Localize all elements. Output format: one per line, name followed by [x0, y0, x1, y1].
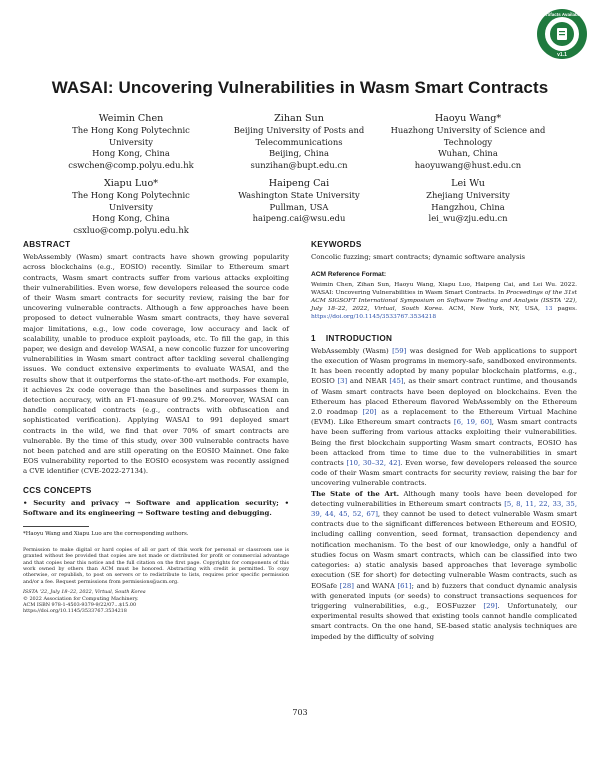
footnote-rule [23, 526, 89, 527]
pages-link[interactable]: 13 [544, 306, 553, 313]
author-name: Haipeng Cai [268, 178, 330, 189]
citation-link[interactable]: [3] [337, 377, 348, 386]
author-affiliation: Technology [443, 136, 493, 147]
body-text: . Unfortunately, our experimental results showed that existing tools cannot handle complicated smart contracts. On the one hand, SE-based static analysis techniques are impeded by the difficulty of solving [311, 601, 577, 641]
body-text: . Even worse, few developers released the source code of their Wasm smart contracts for security review, raising the bar for uncovering vulnerable contracts. [311, 459, 577, 488]
author-affiliation: Zhejiang University [426, 190, 510, 200]
body-text: and NEAR [347, 377, 390, 386]
copyright-line: © 2022 Association for Computing Machinery. [23, 595, 139, 602]
citation-link[interactable]: [45] [389, 377, 404, 386]
citation-link[interactable]: [6, 19, 60] [453, 418, 492, 427]
author-affiliation: University [109, 201, 153, 212]
citation-link[interactable]: [29] [483, 601, 498, 610]
body-text: , as their smart contract runtime, and thousands of Wasm smart contracts have been deployed on blockchains. Even the Ethereum has placed Ethereum flavored WebAssembly on the Ethereum 2.0 roadmap [311, 377, 577, 417]
doi-link[interactable]: https://doi.org/10.1145/3533767.3534218 [311, 314, 437, 321]
introduction-body [311, 346, 577, 642]
body-text: was designed for Web applications to support the execution of Wasm programs in memory-safe, sandboxed environments. It has been recently adopted by many popular blockchain platforms, e.g., EOSIO [311, 346, 577, 386]
citation-link[interactable]: [10, 30–32, 42] [346, 459, 401, 468]
page-number: 703 [292, 708, 308, 717]
author-block [46, 112, 216, 171]
abstract-text: WebAssembly (Wasm) smart contracts have shown growing popularity across blockchains (e.g., EOSIO) recently. Similar to Ethereum smart contracts, Wasm smart contracts suffer from various attacks exploiting their vulnerabilities. Even worse, few developers released the source code of their Wasm smart contracts for security review, raising the bar for uncovering vulnerable contracts. Although a few approaches have been proposed to detect vulnerable Wasm smart contracts, they have several major limitations, e.g., low code coverage, low accuracy and lack of scalability, unable to produce exploit payloads, etc. To fill the gap, in this paper, we design and develop WASAI, a new concolic fuzzer for uncovering vulnerabilities in Wasm smart contract after tackling several challenging issues. We conduct extensive experiments to evaluate WASAI, and the results show that it outperforms the state-of-the-art methods. For example, it achieves 2x code coverage than the baselines and surpasses them in detection accuracy, with an F1-measure of 99.2%. Moreover, WASAI can handle complicated contracts (e.g., contracts with obfuscation and sophisticated verification). Applying WASAI to 991 deployed smart contracts in the wild, we find that over 70% of smart contracts are vulnerable. By the time of this study, over 300 vulnerable contracts have not been patched and are still operating on the EOSIO Mainnet. One fake EOS vulnerability reported to the EOSIO ecosystem was recently assigned a CVE identifier (CVE-2022-27134). [23, 253, 289, 476]
author-affiliation: Huazhong University of Science and [390, 125, 546, 135]
author-affiliation: University [109, 136, 153, 147]
intro-paragraph-2 [311, 489, 577, 642]
isbn-line: ACM ISBN 978-1-4503-9379-9/22/07...$15.00 [23, 601, 137, 608]
body-text: , they cannot be used to detect vulnerable Wasm smart contracts due to the significant differences between Ethereum and EOSIO, including calling convention, seed format, transaction dependency and notification mechanism. To the best of our knowledge, only a handful of studies focus on Wasm smart contracts, which can be classified into two categories: a) static analysis based approaches that leverage symbolic execution (SE for short) for detecting vulnerable Wasm contracts, such as EOSafe [311, 510, 577, 590]
ccs-concept-2: • Software and its engineering → Software testing and debugging. [23, 498, 289, 518]
author-affiliation: Pullman, USA [269, 201, 329, 212]
author-block [383, 112, 553, 171]
author-email: lei_wu@zju.edu.cn [428, 213, 508, 224]
author-block [214, 112, 384, 171]
author-affiliation: Beijing University of Posts and [233, 125, 365, 135]
conference-line: ISSTA '22, July 18–22, 2022, Virtual, South Korea [23, 589, 146, 596]
acm-reference-text: Weimin Chen, Zihan Sun, Haoyu Wang, Xiapu Luo, Haipeng Cai, and Lei Wu. 2022. WASAI: Uncovering Vulnerabilities in Wasm Smart Contracts. In Proceedings of the 31st ACM SIGSOFT International Symposium on Software Testing and Analysis (ISSTA '22), July 18–22, 2022, Virtual, South Korea. ACM, New York, NY, USA, 13 pages. https://doi.org/10.1145/3533767.3534218 [311, 281, 577, 321]
author-block [46, 177, 216, 236]
abstract-heading: ABSTRACT [23, 240, 71, 249]
doi-line: https://doi.org/10.1145/3533767.3534218 [23, 608, 127, 615]
body-text: WebAssembly (Wasm) [311, 346, 393, 355]
author-name: Lei Wu [451, 178, 485, 189]
author-email: sunzihan@bupt.edu.cn [250, 159, 348, 170]
citation-link[interactable]: [61] [397, 581, 412, 590]
author-affiliation: Telecommunications [255, 136, 343, 147]
permission-notice: Permission to make digital or hard copies of all or part of this work for personal or classroom use is granted without fee provided that copies are not made or distributed for profit or commercial advantage and that copies bear this notice and the full citation on the first page. Copyrights for components of this work owned by others than ACM must be honored. Abstracting with credit is permitted. To copy otherwise, or republish, to post on servers or to redistribute to lists, requires prior specific permission and/or a fee. Request permissions from permissions@acm.org. [23, 546, 289, 585]
keywords-heading: KEYWORDS [311, 240, 362, 249]
state-of-art-label: The State of the Art. [311, 489, 400, 498]
badge-version-text: v1.1 [557, 52, 567, 58]
acm-reference-heading: ACM Reference Format: [311, 271, 387, 279]
author-affiliation: The Hong Kong Polytechnic [72, 190, 190, 200]
body-text: and WANA [353, 581, 398, 590]
body-text: , Wasm smart contracts have been suffering from various attacks exploiting their vulnerabilities. Being the first blockchain supporting Wasm smart contracts, EOSIO has been attacked from time to time due to the vulnerabilities in smart contracts [311, 418, 577, 468]
author-name: Zihan Sun [274, 113, 324, 124]
author-name: Xiapu Luo* [103, 178, 159, 189]
author-block [383, 177, 553, 225]
author-email: haoyuwang@hust.edu.cn [414, 159, 522, 170]
author-email: cswchen@comp.polyu.edu.hk [68, 159, 194, 170]
intro-paragraph-1 [311, 346, 577, 489]
author-affiliation: Wuhan, China [438, 148, 498, 159]
left-column [23, 240, 289, 615]
author-name: Weimin Chen [98, 113, 164, 124]
citation-link[interactable]: [20] [362, 408, 377, 417]
author-affiliation: Hangzhou, China [431, 201, 505, 212]
author-block [214, 177, 384, 225]
body-text: Although many tools have been developed for detecting vulnerabilities in Ethereum smart contracts [311, 489, 577, 508]
citation-link[interactable]: [59] [392, 346, 407, 355]
author-affiliation: Hong Kong, China [92, 148, 170, 159]
badge-top-text: Artifacts Available [542, 12, 582, 17]
author-affiliation: Beijing, China [268, 148, 329, 159]
corresponding-author-note: *Haoyu Wang and Xiapu Luo are the corresponding authors. [23, 531, 189, 538]
copyright-block [23, 589, 289, 615]
body-text: as a replacement to the Ethereum Virtual Machine (EVM). Like Ethereum smart contracts [311, 408, 577, 427]
ccs-heading: CCS CONCEPTS [23, 485, 92, 495]
author-affiliation: The Hong Kong Polytechnic [72, 125, 190, 135]
venue: Proceedings of the 31st ACM SIGSOFT International Symposium on Software Testing and Analysis (ISSTA '22), July 18–22, 2022, Virtual, South Korea. [311, 289, 577, 313]
author-name: Haoyu Wang* [434, 113, 502, 124]
author-email: haipeng.cai@wsu.edu [252, 213, 346, 224]
citation-link[interactable]: [5, 8, 11, 22, 33, 35, 39, 44, 45, 52, 67] [311, 499, 578, 519]
body-text: ; and b) fuzzers that conduct dynamic analysis with generated inputs (or seeds) to construct transactions sequences for triggering vulnerabilities, e.g., EOSFuzzer [311, 581, 577, 610]
right-column [311, 240, 577, 642]
keywords-text: Concolic fuzzing; smart contracts; dynamic software analysis [311, 253, 526, 262]
introduction-heading: 1 INTRODUCTION [311, 333, 393, 343]
ccs-concepts [23, 498, 289, 518]
citation-link[interactable]: [28] [339, 581, 354, 590]
ccs-concept-1: • Security and privacy → Software and application security; [23, 498, 279, 507]
author-email: csxluo@comp.polyu.edu.hk [73, 224, 189, 235]
author-affiliation: Hong Kong, China [92, 213, 170, 224]
author-affiliation: Washington State University [238, 190, 360, 200]
paper-title: WASAI: Uncovering Vulnerabilities in Wasm Smart Contracts [51, 78, 549, 97]
artifacts-available-badge [536, 8, 588, 66]
